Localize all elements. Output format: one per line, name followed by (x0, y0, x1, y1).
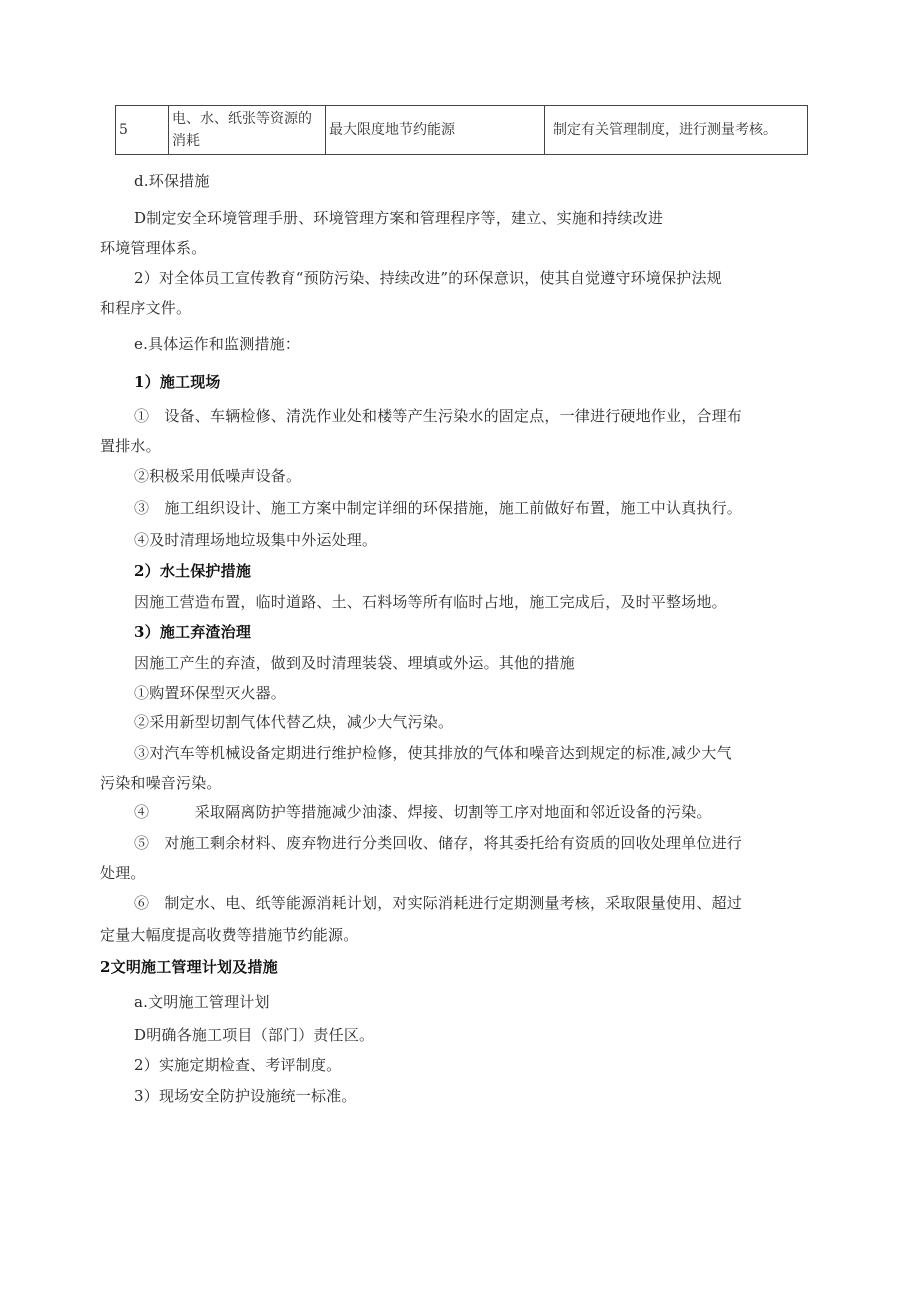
paragraph-line: ②采用新型切割气体代替乙炔，减少大气污染。 (134, 713, 454, 731)
paragraph-line: 因施工营造布置，临时道路、土、石料场等所有临时占地，施工完成后，及时平整场地。 (134, 593, 727, 611)
paragraph-line: D制定安全环境管理手册、环境管理方案和管理程序等，建立、实施和持续改进 (134, 209, 664, 227)
paragraph-line: ③对汽车等机械设备定期进行维护检修，使其排放的气体和噪音达到规定的标准,减少大气 (134, 744, 732, 762)
paragraph-line: 2）对全体员工宣传教育“预防污染、持续改进”的环保意识，使其自觉遵守环境保护法规 (134, 269, 722, 287)
paragraph-line: 污染和噪音污染。 (100, 774, 222, 792)
paragraph-line: 和程序文件。 (100, 299, 192, 317)
paragraph-line: D明确各施工项目（部门）责任区。 (134, 1026, 375, 1044)
row-number-cell: 5 (116, 106, 169, 155)
paragraph-line: 置排水。 (100, 437, 161, 455)
resource-table (115, 105, 808, 155)
paragraph-line: ④及时清理场地垃圾集中外运处理。 (134, 531, 378, 549)
resource-item-cell (169, 106, 326, 155)
subheading-waste: 3）施工弃渣治理 (134, 623, 252, 641)
paragraph-line: ⑥ 制定水、电、纸等能源消耗计划，对实际消耗进行定期测量考核，采取限量使用、超过 (134, 894, 743, 912)
measure-cell: 制定有关管理制度，进行测量考核。 (545, 106, 808, 155)
paragraph-line: 因施工产生的弃渣，做到及时清理装袋、埋填或外运。其他的措施 (134, 654, 575, 672)
section-heading-e: e.具体运作和监测措施： (134, 335, 301, 353)
paragraph-line: 2）实施定期检查、考评制度。 (134, 1056, 342, 1074)
paragraph-line: 处理。 (100, 864, 146, 882)
resource-item-line: 消耗 (172, 133, 200, 149)
paragraph-line: ④ 采取隔离防护等措施减少油漆、焊接、切割等工序对地面和邻近设备的污染。 (134, 803, 712, 821)
paragraph-line: ⑤ 对施工剩余材料、废弃物进行分类回收、储存，将其委托给有资质的回收处理单位进行 (134, 834, 743, 852)
section-heading-d: d.环保措施 (134, 172, 210, 190)
paragraph-line: 环境管理体系。 (100, 239, 207, 257)
table-row (116, 106, 808, 155)
paragraph-line: ③ 施工组织设计、施工方案中制定详细的环保措施，施工前做好布置，施工中认真执行。 (134, 499, 743, 517)
subheading-site: 1）施工现场 (134, 373, 221, 391)
paragraph-line: ②积极采用低噪声设备。 (134, 467, 302, 485)
resource-item-line: 电、水、纸张等资源的 (172, 111, 312, 127)
subheading-plan: a.文明施工管理计划 (134, 993, 270, 1011)
paragraph-line: ① 设备、车辆检修、清洗作业处和楼等产生污染水的固定点，一律进行硬地作业，合理布 (134, 407, 743, 425)
subheading-soil: 2）水土保护措施 (134, 562, 252, 580)
paragraph-line: 3）现场安全防护设施统一标准。 (134, 1087, 357, 1105)
goal-cell: 最大限度地节约能源 (326, 106, 545, 155)
section-heading-2: 2文明施工管理计划及措施 (100, 958, 278, 976)
paragraph-line: 定量大幅度提高收费等措施节约能源。 (100, 926, 359, 944)
paragraph-line: ①购置环保型灭火器。 (134, 684, 287, 702)
